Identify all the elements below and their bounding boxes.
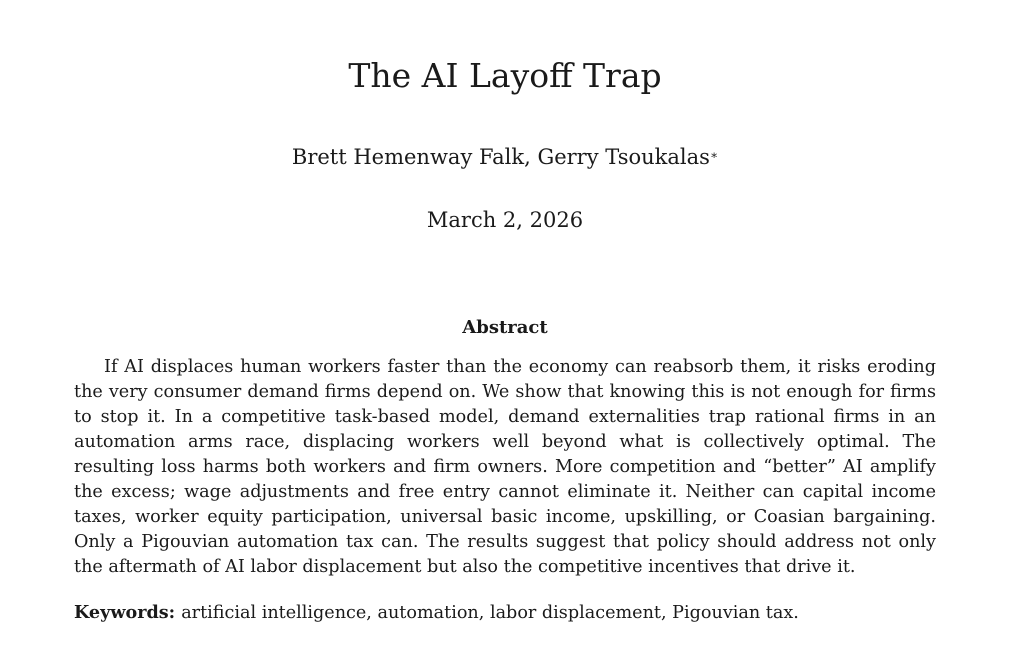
authors-names: Brett Hemenway Falk, Gerry Tsoukalas — [291, 145, 710, 169]
abstract-body: If AI displaces human workers faster than the economy can reabsorb them, it risks eroding the very consumer demand firms depend on. We show that knowing this is not enough for firms to stop it. In a competitive task-based model, demand externalities trap rational firms in an automation arms race, displacing workers well beyond what is collectively optimal. The resulting loss harms both workers and firm owners. More competition and “better” AI amplify the excess; wage adjustments and free entry cannot eliminate it. Neither can capital income taxes, worker equity participation, universal basic income, upskilling, or Coasian bargaining. Only a Pigouvian automation tax can. The results suggest that policy should address not only the aftermath of AI labor displacement but also the competitive incentives that drive it. — [74, 357, 936, 577]
keywords-value: artificial intelligence, automation, labor displacement, Pigouvian tax. — [181, 603, 799, 623]
author-line — [0, 143, 1010, 171]
keywords-label: Keywords: — [74, 602, 176, 623]
abstract-heading: Abstract — [462, 317, 548, 338]
paper-title: The AI Layoff Trap — [348, 56, 662, 95]
keywords-line — [74, 600, 936, 626]
author-footnote-mark: ∗ — [709, 148, 719, 162]
paper-date: March 2, 2026 — [426, 208, 584, 232]
